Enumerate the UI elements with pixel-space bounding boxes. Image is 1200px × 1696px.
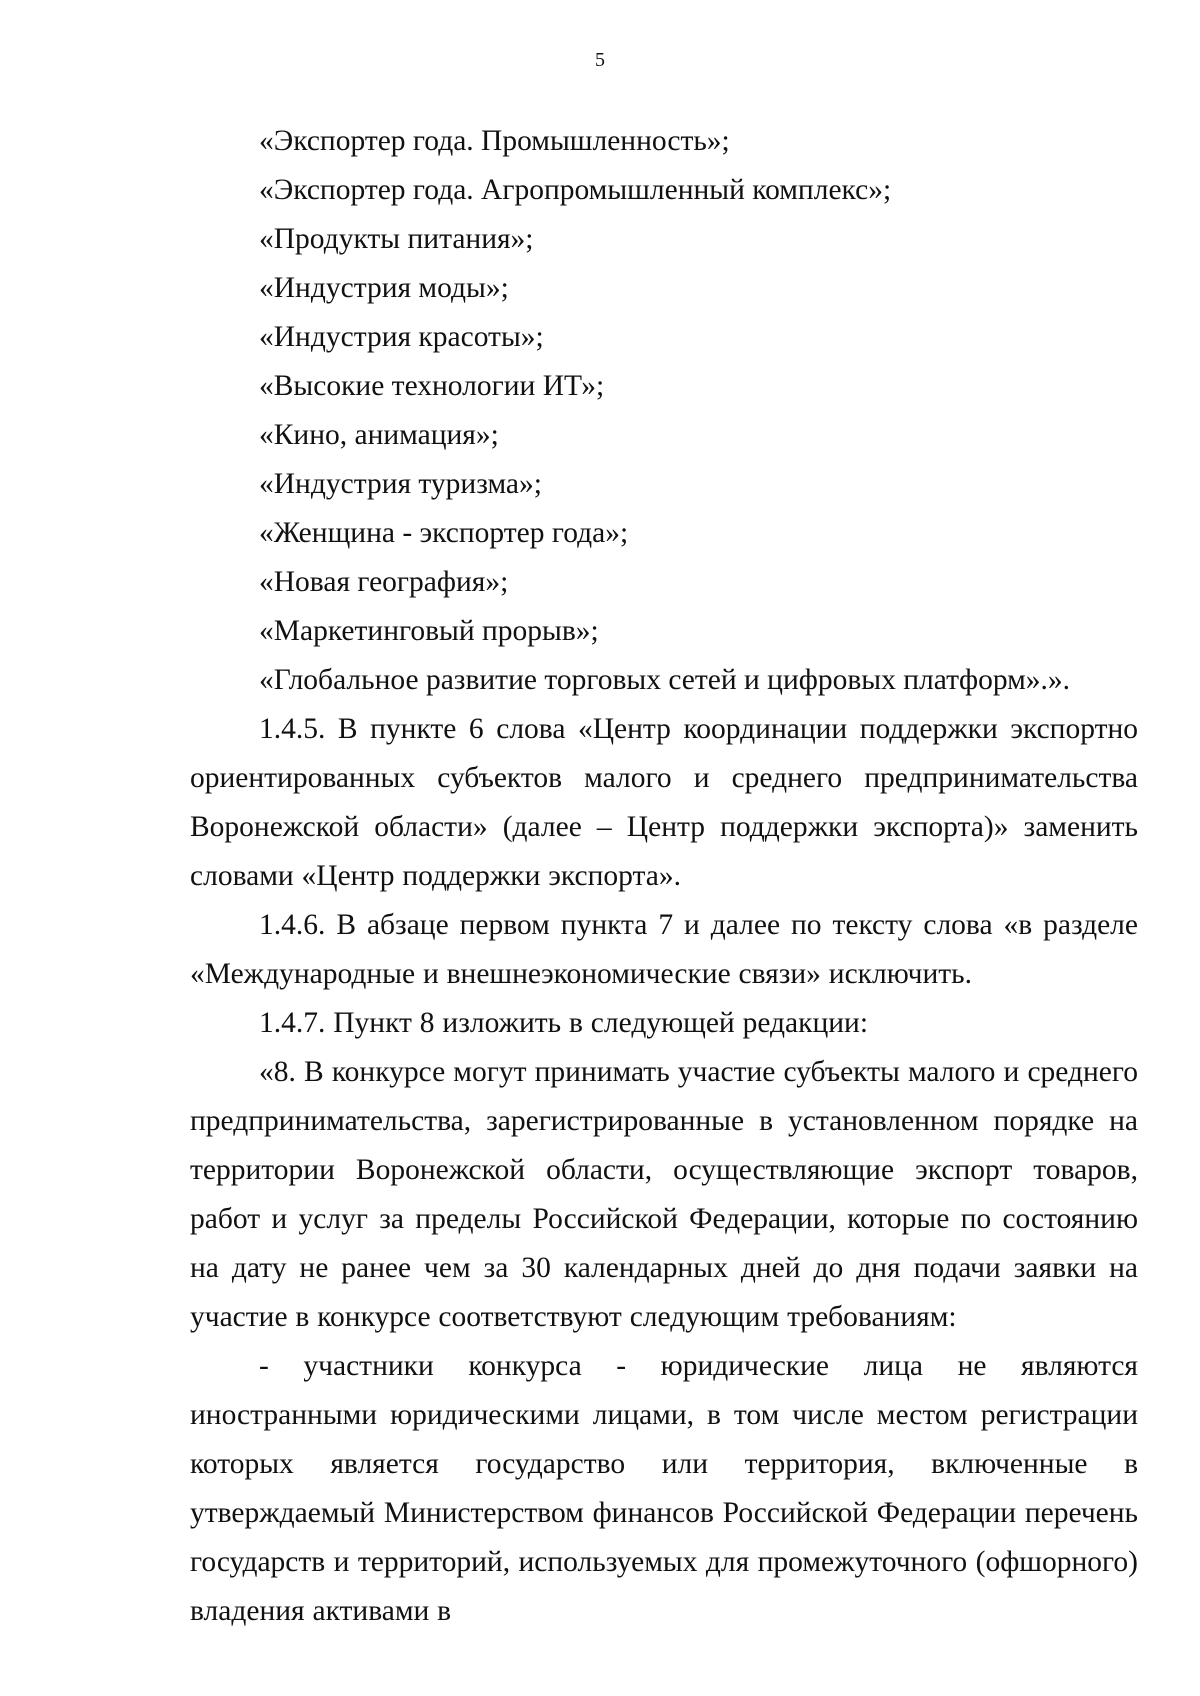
nomination-item: «Новая география»;: [259, 566, 509, 598]
clause-1-4-5: 1.4.5. В пункте 6 слова «Центр координации поддержки экспортно ориентированных субъектов малого и среднего предпринимательства Воронежской области» (далее – Центр поддержки экспорта)» заменить словами «Центр поддержки экспорта».: [190, 713, 1138, 892]
nomination-item: «Индустрия красоты»;: [259, 321, 544, 353]
clause-1-4-6: 1.4.6. В абзаце первом пункта 7 и далее по тексту слова «в разделе «Международные и внешнеэкономические связи» исключить.: [190, 909, 1138, 990]
document-body: [190, 117, 1138, 1636]
nomination-item: «Экспортер года. Промышленность»;: [259, 125, 730, 157]
nomination-item: «Женщина - экспортер года»;: [259, 517, 629, 549]
nomination-item: «Индустрия туризма»;: [259, 468, 542, 500]
nomination-item: «Индустрия моды»;: [259, 272, 509, 304]
page-number: 5: [595, 49, 605, 71]
nomination-item: «Маркетинговый прорыв»;: [259, 615, 599, 647]
nomination-item: «Глобальное развитие торговых сетей и цифровых платформ».».: [259, 664, 1071, 696]
nomination-item: «Продукты питания»;: [259, 223, 534, 255]
nomination-item: «Кино, анимация»;: [259, 419, 499, 451]
clause-1-4-7: 1.4.7. Пункт 8 изложить в следующей редакции:: [259, 1007, 869, 1039]
nomination-item: «Экспортер года. Агропромышленный комплекс»;: [259, 174, 892, 206]
clause-8-text: «8. В конкурсе могут принимать участие субъекты малого и среднего предпринимательства, зарегистрированные в установленном порядке на территории Воронежской области, осуществляющие экспорт товаров, работ и услуг за пределы Российской Федерации, которые по состоянию на дату не ранее чем за 30 календарных дней до дня подачи заявки на участие в конкурсе соответствуют следующим требованиям:: [190, 1056, 1138, 1333]
requirement-item: - участники конкурса - юридические лица не являются иностранными юридическими лицами, в том числе местом регистрации которых является государство или территория, включенные в утверждаемый Министерством финансов Российской Федерации перечень государств и территорий, используемых для промежуточного (офшорного) владения активами в: [190, 1350, 1138, 1627]
nomination-item: «Высокие технологии ИТ»;: [259, 370, 605, 402]
